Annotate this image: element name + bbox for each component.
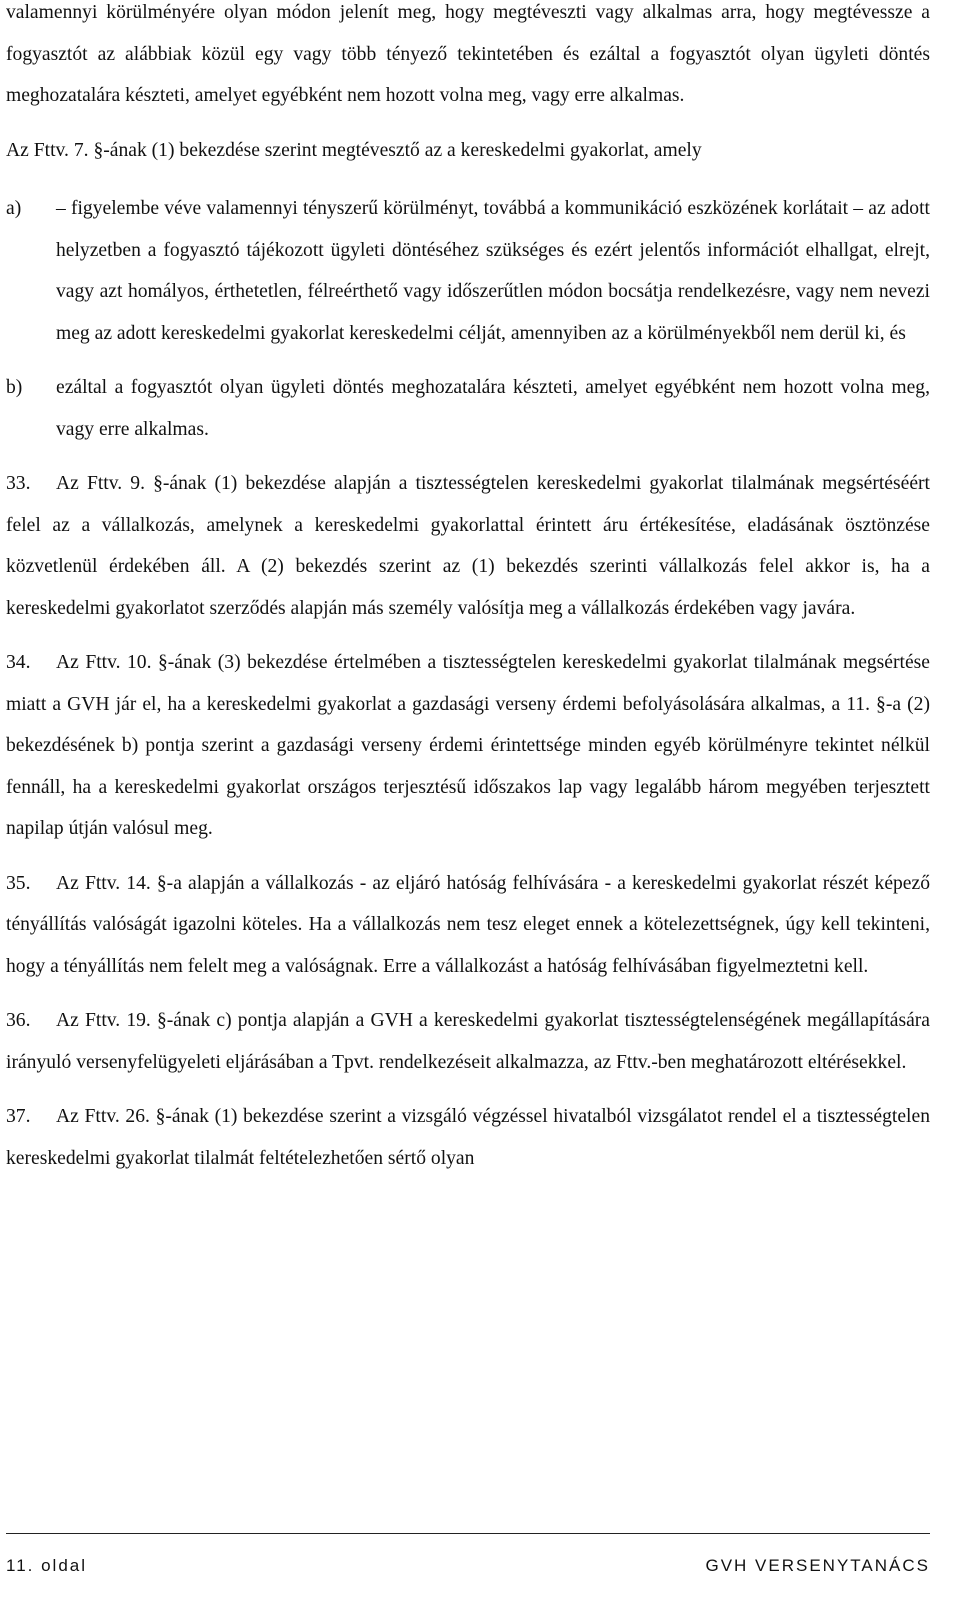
footer-divider <box>6 1533 930 1534</box>
paragraph-number: 33. <box>6 473 31 494</box>
numbered-paragraph-35 <box>6 863 930 988</box>
paragraph-number: 34. <box>6 652 31 673</box>
numbered-paragraph-37 <box>6 1096 930 1179</box>
numbered-paragraph-36 <box>6 1000 930 1083</box>
numbered-paragraph-33 <box>6 463 930 629</box>
paragraph-text: Az Fttv. 19. §-ának c) pontja alapján a GVH a kereskedelmi gyakorlat tisztességtelenségének megállapítására irányuló versenyfelügyeleti eljárásában a Tpvt. rendelkezéseit alkalmazza, az Fttv.-ben meghatározott eltérésekkel. <box>6 1010 930 1073</box>
paragraph-text: Az Fttv. 9. §-ának (1) bekezdése alapján a tisztességtelen kereskedelmi gyakorlat tilalmának megsértéséért felel az a vállalkozás, amelynek a kereskedelmi gyakorlattal érintett áru értékesítése, eladásának ösztönzése közvetlenül érdekében áll. A (2) bekezdés szerint az (1) bekezdés szerinti vállalkozás felel akkor is, ha a kereskedelmi gyakorlatot szerződés alapján más személy valósítja meg a vállalkozás érdekében vagy javára. <box>6 473 930 619</box>
document-page <box>6 0 930 1179</box>
paragraph-text: Az Fttv. 14. §-a alapján a vállalkozás - az eljáró hatóság felhívására - a kereskedelmi gyakorlat részét képező tényállítás valóságát igazolni köteles. Ha a vállalkozás nem tesz eleget ennek a kötelezettségnek, úgy kell tekinteni, hogy a tényállítás nem felelt meg a valóságnak. Erre a vállalkozást a hatóság felhívásában figyelmeztetni kell. <box>6 872 930 977</box>
list-item-text: ezáltal a fogyasztót olyan ügyleti döntés meghozatalára készteti, amelyet egyébként nem hozott volna meg, vagy erre alkalmas. <box>56 377 930 440</box>
list-item-label: a) <box>6 198 22 219</box>
list-item-text: – figyelembe véve valamennyi tényszerű körülményt, továbbá a kommunikáció eszközének korlátait – az adott helyzetben a fogyasztó tájékozott ügyleti döntéséhez szükséges és ezért jelentős információt elhallgat, elrejt, vagy azt homályos, érthetetlen, félreérthető vagy időszerűtlen módon bocsátja rendelkezésre, vagy nem nevezi meg az adott kereskedelmi gyakorlat kereskedelmi célját, amennyiben az a körülményekből nem derül ki, és <box>56 198 930 344</box>
paragraph-number: 35. <box>6 872 31 894</box>
paragraph-number: 37. <box>6 1106 31 1127</box>
numbered-paragraph-34 <box>6 642 930 850</box>
organization-name: GVH VERSENYTANÁCS <box>705 1556 930 1575</box>
paragraph-text: Az Fttv. 10. §-ának (3) bekezdése értelmében a tisztességtelen kereskedelmi gyakorlat tilalmának megsértése miatt a GVH jár el, ha a kereskedelmi gyakorlat a gazdasági verseny érdemi befolyásolására alkalmas, a 11. §-a (2) bekezdésének b) pontja szerint a gazdasági verseny érdemi érintettsége minden egyéb körülményre tekintet nélkül fennáll, ha a kereskedelmi gyakorlat országos terjesztésű időszakos lap vagy legalább három megyében terjesztett napilap útján valósul meg. <box>6 652 930 839</box>
list-item-label: b) <box>6 377 23 398</box>
list-item-b <box>6 367 930 450</box>
list-item-a <box>6 188 930 354</box>
paragraph-text: Az Fttv. 26. §-ának (1) bekezdése szerint a vizsgáló végzéssel hivatalból vizsgálatot rendel el a tisztességtelen kereskedelmi gyakorlat tilalmát feltételezhetően sértő olyan <box>6 1106 930 1169</box>
page-footer <box>6 1556 930 1576</box>
intro-paragraph: valamennyi körülményére olyan módon jelenít meg, hogy megtéveszti vagy alkalmas arra, hogy megtévessze a fogyasztót az alábbiak közül egy vagy több tényező tekintetében és ezáltal a fogyasztót olyan ügyleti döntés meghozatalára készteti, amelyet egyébként nem hozott volna meg, vagy erre alkalmas. <box>6 2 930 106</box>
page-number: 11. oldal <box>6 1556 88 1575</box>
paragraph-number: 36. <box>6 1010 31 1031</box>
fttv7-intro-paragraph: Az Fttv. 7. §-ának (1) bekezdése szerint megtévesztő az a kereskedelmi gyakorlat, amely <box>6 139 702 161</box>
